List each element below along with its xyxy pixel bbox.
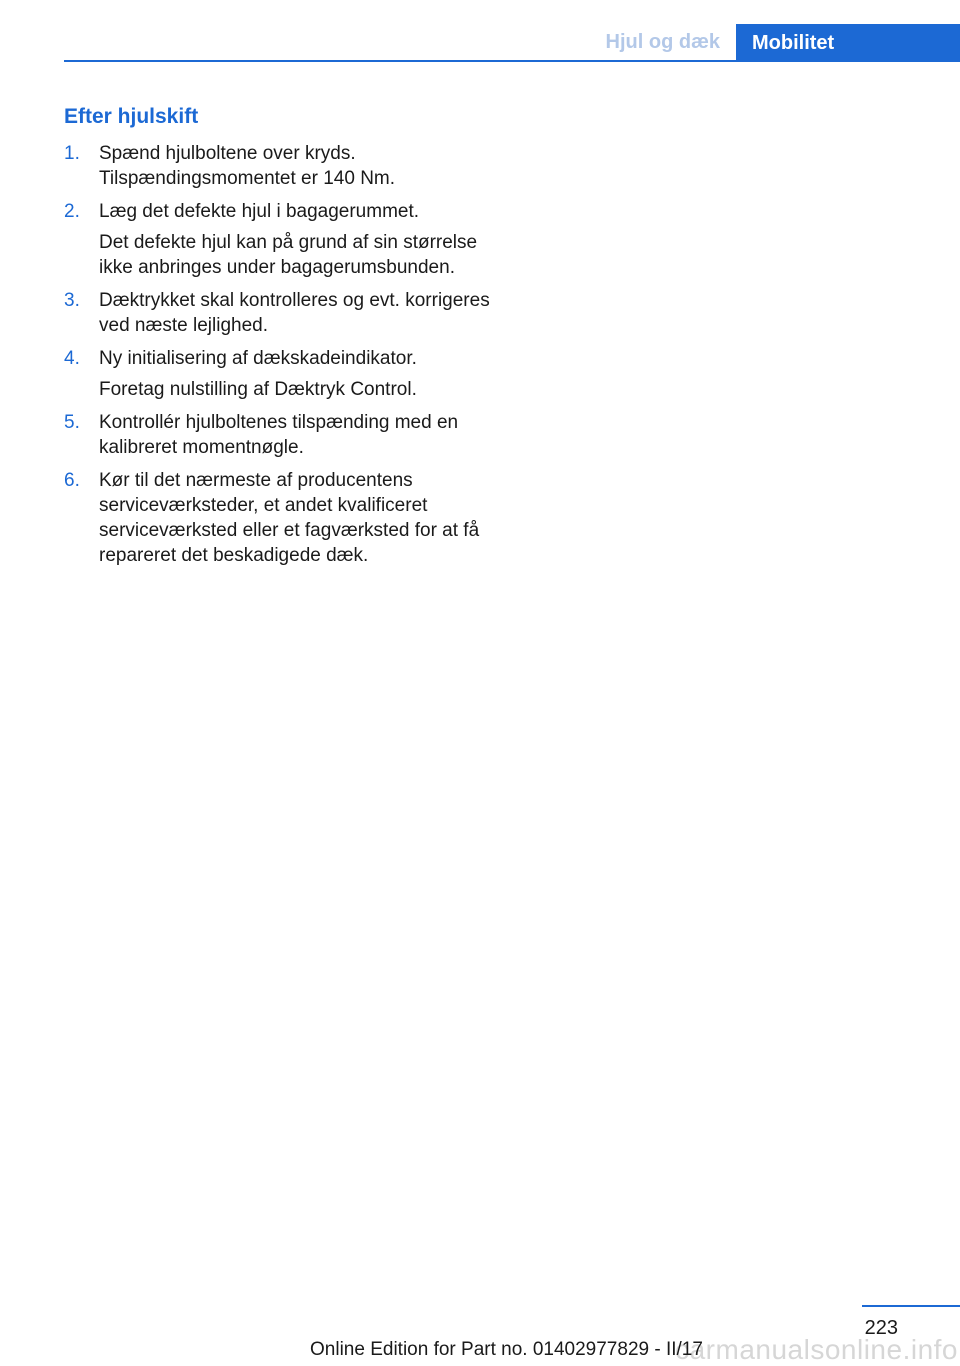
step-number: 3.	[64, 290, 80, 311]
footer-edition: Online Edition for Part no. 01402977829 - II/17	[310, 1339, 703, 1360]
step-text: Dæktrykket skal kontrolleres og evt. korrigeres ved næste lejlighed.	[99, 290, 490, 336]
step-text: Spænd hjulboltene over kryds. Tilspændingsmomentet er 140 Nm.	[99, 143, 396, 189]
page-number: 223	[864, 1317, 898, 1339]
step-text: Kør til det nærmeste af producentens serviceværksteder, et andet kvalificeret serviceværksted eller et fagværksted for at få repareret det beskadigede dæk.	[99, 470, 480, 566]
section-heading: Efter hjulskift	[64, 105, 199, 128]
list-item	[64, 288, 494, 338]
step-note: Foretag nulstilling af Dæktryk Control.	[99, 379, 417, 400]
step-text: Ny initialisering af dækskadeindikator.	[99, 348, 417, 369]
list-item	[64, 141, 494, 191]
watermark: carmanualsonline.info	[675, 1334, 958, 1365]
step-text: Kontrollér hjulboltenes tilspænding med en kalibreret momentnøgle.	[99, 412, 459, 458]
step-note: Det defekte hjul kan på grund af sin størrelse ikke anbringes under bagagerumsbunden.	[99, 232, 478, 278]
footer-rule	[862, 1305, 960, 1307]
step-number: 4.	[64, 348, 80, 369]
list-item	[64, 410, 494, 460]
step-text: Læg det defekte hjul i bagagerummet.	[99, 201, 420, 222]
list-item	[64, 346, 494, 402]
steps-list	[64, 141, 494, 568]
header-rule	[64, 60, 960, 62]
step-number: 6.	[64, 470, 80, 491]
step-number: 5.	[64, 412, 80, 433]
list-item	[64, 199, 494, 280]
header-chapter-tab: Mobilitet	[736, 24, 960, 62]
header-section-title: Hjul og dæk	[605, 31, 720, 53]
step-number: 2.	[64, 201, 80, 222]
list-item	[64, 468, 494, 568]
step-number: 1.	[64, 143, 80, 164]
main-content	[64, 103, 494, 576]
